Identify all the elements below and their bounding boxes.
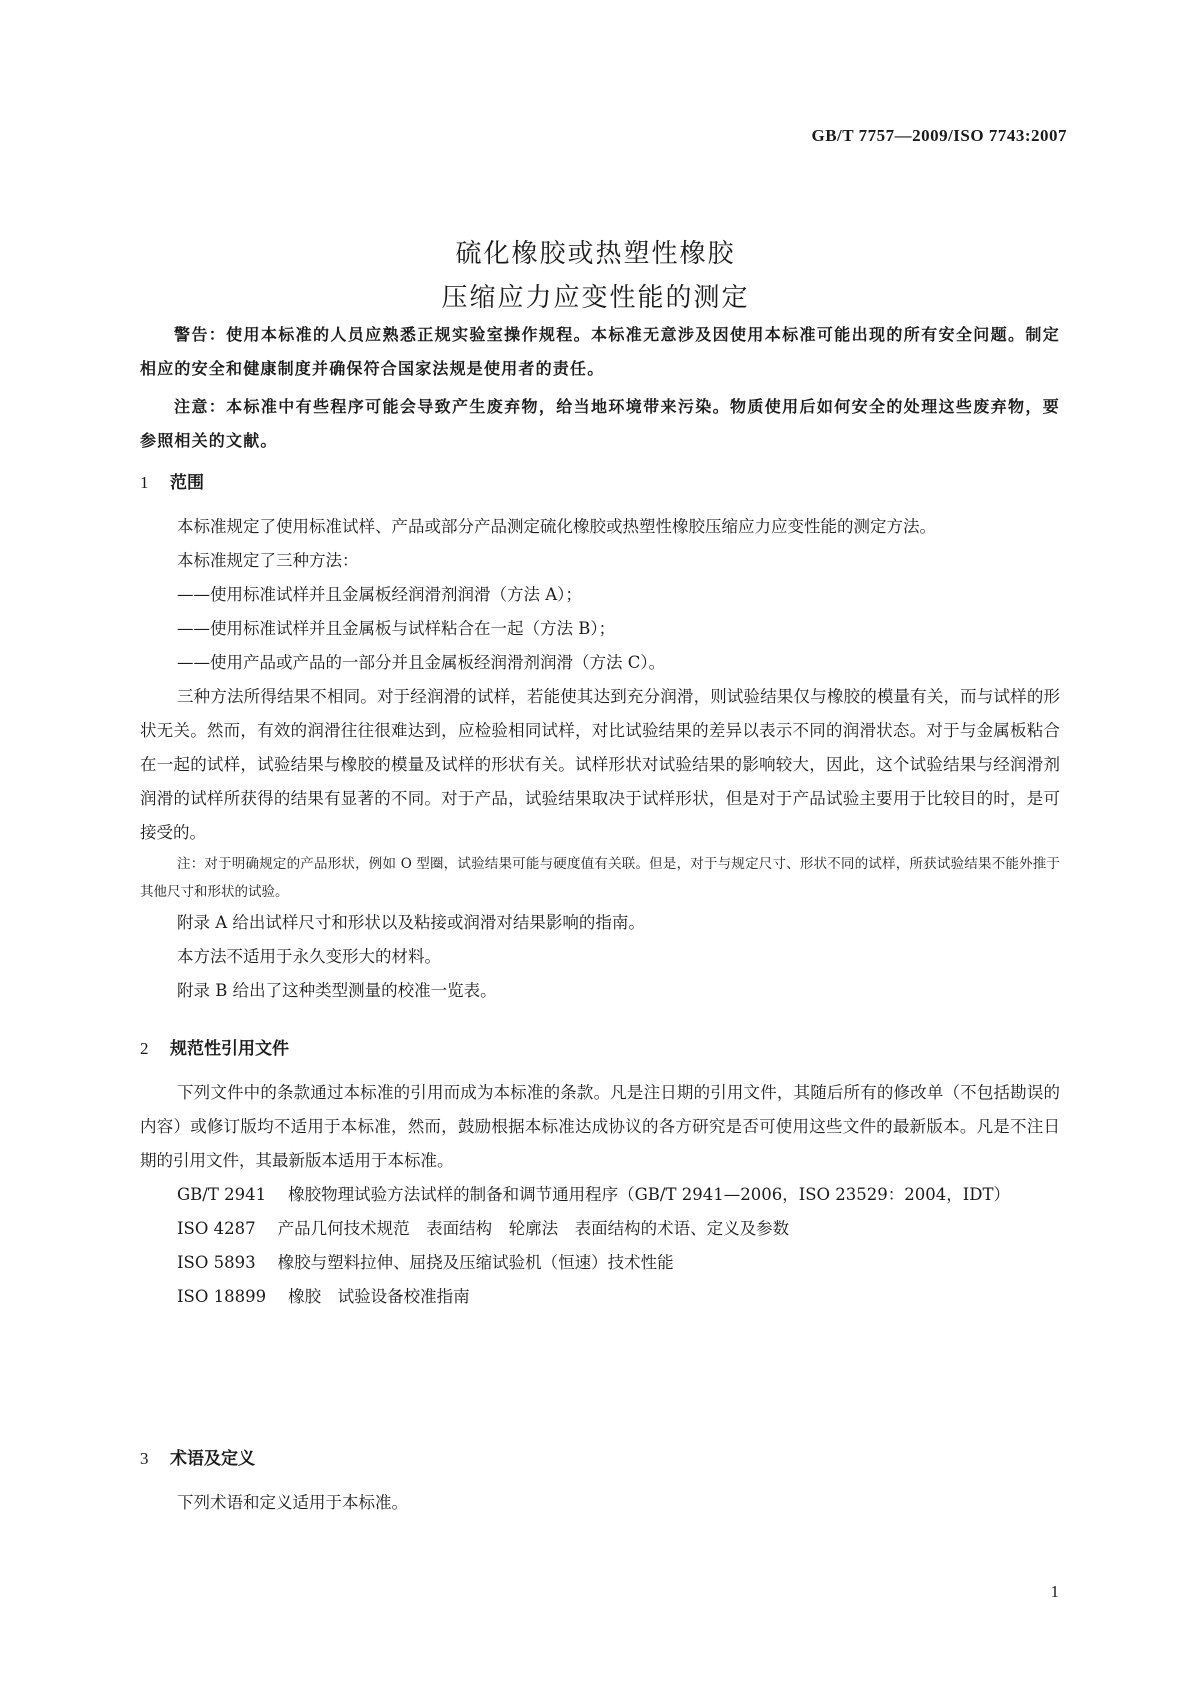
section-1-body [140, 510, 1060, 1008]
paragraph: 附录 B 给出了这种类型测量的校准一览表。 [177, 981, 497, 1000]
title-line-1: 硫化橡胶或热塑性橡胶 [455, 239, 736, 269]
reference-code: ISO 18899 [177, 1287, 267, 1306]
reference-item [140, 1212, 1060, 1246]
paragraph: 三种方法所得结果不相同。对于经润滑的试样，若能使其达到充分润滑，则试验结果仅与橡胶的模量有关，而与试样的形状无关。然而，有效的润滑往往很难达到，应检验相同试样，对比试验结果的差异以表示不同的润滑状态。对于与金属板粘合在一起的试样，试验结果与橡胶的模量及试样的形状有关。试样形状对试验结果的影响较大，因此，这个试验结果与经润滑剂润滑的试样所获得的结果有显著的不同。对于产品，试验结果取决于试样形状，但是对于产品试验主要用于比较目的时，是可接受的。 [140, 687, 1060, 842]
reference-code: ISO 4287 [177, 1219, 256, 1238]
paragraph: 附录 A 给出试样尺寸和形状以及粘接或润滑对结果影响的指南。 [177, 913, 645, 932]
section-3-heading [140, 1444, 255, 1469]
section-3-title: 术语及定义 [170, 1449, 255, 1469]
reference-item [140, 1280, 1060, 1314]
paragraph: 下列术语和定义适用于本标准。 [177, 1493, 408, 1512]
reference-title: 橡胶物理试验方法试样的制备和调节通用程序（GB/T 2941—2006，ISO 23529：2004，IDT） [288, 1185, 1011, 1204]
section-2-body [140, 1076, 1060, 1314]
paragraph: 下列文件中的条款通过本标准的引用而成为本标准的条款。凡是注日期的引用文件，其随后所有的修改单（不包括勘误的内容）或修订版均不适用于本标准，然而，鼓励根据本标准达成协议的各方研究是否可使用这些文件的最新版本。凡是不注日期的引用文件，其最新版本适用于本标准。 [140, 1083, 1060, 1170]
page-number: 1 [1050, 1582, 1059, 1601]
section-1-title: 范围 [170, 473, 204, 493]
section-2-number: 2 [140, 1039, 149, 1058]
section-3-body [140, 1486, 1060, 1520]
reference-title: 橡胶 试验设备校准指南 [288, 1287, 470, 1306]
reference-item [140, 1178, 1060, 1212]
caution-text: 注意：本标准中有些程序可能会导致产生废弃物，给当地环境带来污染。物质使用后如何安全的处理这些废弃物，要参照相关的文献。 [140, 397, 1060, 450]
section-3-number: 3 [140, 1449, 149, 1468]
warning-text: 警告：使用本标准的人员应熟悉正规实验室操作规程。本标准无意涉及因使用本标准可能出现的所有安全问题。制定相应的安全和健康制度并确保符合国家法规是使用者的责任。 [140, 325, 1060, 378]
section-2-title: 规范性引用文件 [170, 1039, 289, 1059]
reference-title: 产品几何技术规范 表面结构 轮廓法 表面结构的术语、定义及参数 [277, 1219, 790, 1238]
paragraph: 本标准规定了使用标准试样、产品或部分产品测定硫化橡胶或热塑性橡胶压缩应力应变性能的测定方法。 [177, 517, 936, 536]
reference-code: GB/T 2941 [177, 1185, 267, 1204]
section-2-heading [140, 1034, 289, 1059]
method-item: ——使用产品或产品的一部分并且金属板经润滑剂润滑（方法 C）。 [177, 653, 666, 672]
reference-item [140, 1246, 1060, 1280]
warning-block [140, 318, 1060, 458]
note: 注：对于明确规定的产品形状，例如 O 型圈，试验结果可能与硬度值有关联。但是，对于与规定尺寸、形状不同的试样，所获试验结果不能外推于其他尺寸和形状的试验。 [140, 856, 1060, 900]
paragraph: 本标准规定了三种方法： [177, 551, 359, 570]
paragraph: 本方法不适用于永久变形大的材料。 [177, 947, 441, 966]
document-title [0, 232, 1191, 320]
method-item: ——使用标准试样并且金属板与试样粘合在一起（方法 B）； [177, 619, 616, 638]
title-line-2: 压缩应力应变性能的测定 [441, 283, 750, 313]
reference-code: ISO 5893 [177, 1253, 256, 1272]
standard-number: GB/T 7757—2009/ISO 7743:2007 [811, 126, 1067, 145]
reference-title: 橡胶与塑料拉伸、屈挠及压缩试验机（恒速）技术性能 [277, 1253, 674, 1272]
section-1-number: 1 [140, 473, 149, 492]
method-item: ——使用标准试样并且金属板经润滑剂润滑（方法 A）； [177, 585, 582, 604]
section-1-heading [140, 468, 204, 493]
